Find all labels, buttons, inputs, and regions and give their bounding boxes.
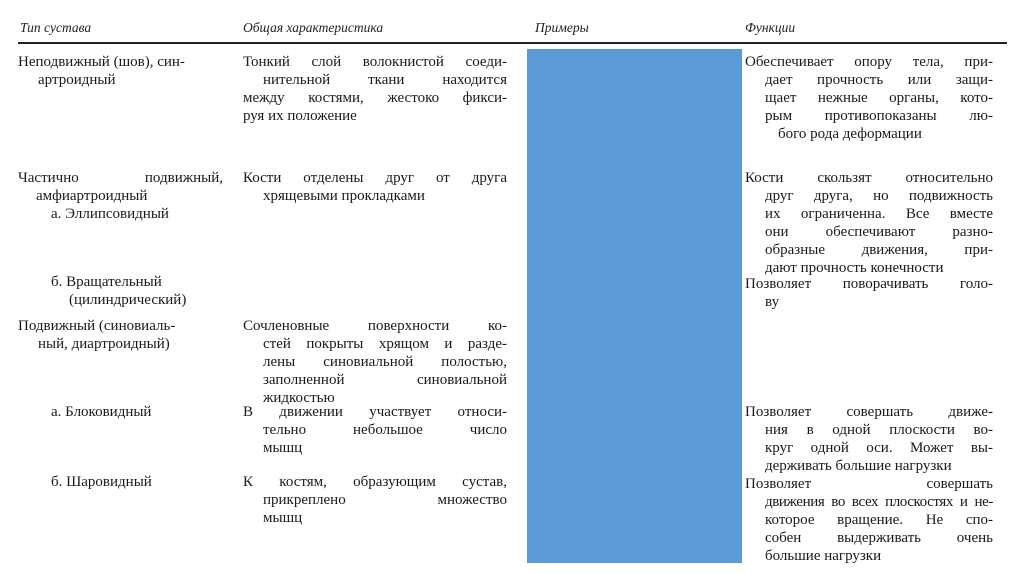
text-line: К костям, образующим сустав,	[243, 474, 507, 490]
text-line: лены синовиальной полостью,	[263, 354, 507, 370]
text-line: щает нежные органы, кото-	[765, 90, 993, 106]
text-line: Сочленовные поверхности ко-	[243, 318, 507, 334]
text-line: Позволяет поворачивать голо-	[745, 276, 993, 292]
text-line: большие нагрузки	[765, 548, 882, 564]
text-line: хрящевыми прокладками	[263, 188, 425, 204]
func-hinge	[745, 403, 993, 475]
desc-hinge	[243, 403, 507, 457]
text-line: ный, диартроидный)	[38, 336, 170, 352]
text-line: держивать большие нагрузки	[765, 458, 952, 474]
text-line: амфиартроидный	[36, 188, 148, 204]
text-line: тельно небольшое число	[263, 422, 507, 438]
text-line: которое вращение. Не спо-	[765, 512, 993, 528]
text-line: (цилиндрический)	[69, 292, 187, 308]
text-line: а. Эллипсовидный	[51, 206, 169, 222]
text-line: Кости скользят относительно	[745, 170, 993, 186]
text-line: б. Шаровидный	[51, 474, 152, 490]
func-partial	[745, 169, 993, 277]
text-line: друг друга, но подвижность	[765, 188, 993, 204]
text-line: образные движения, при-	[765, 242, 993, 258]
text-line: Позволяет совершать	[745, 476, 993, 492]
text-line: дают прочность конечности	[765, 260, 944, 276]
func-fixed	[745, 53, 993, 143]
text-line: прикреплено множество	[263, 492, 507, 508]
text-line: мышц	[263, 510, 303, 526]
text-line: б. Вращательный	[51, 274, 162, 290]
type-fixed	[18, 53, 223, 89]
type-movable	[18, 317, 223, 353]
text-line: стей покрыты хрящом и разде-	[263, 336, 507, 352]
type-ball	[18, 473, 256, 491]
text-line: Обеспечивает опору тела, при-	[745, 54, 993, 70]
text-line: дает прочность или защи-	[765, 72, 993, 88]
header-rule	[18, 42, 1007, 44]
header-functions: Функции	[745, 20, 796, 35]
text-line: ву	[765, 294, 780, 310]
desc-fixed	[243, 53, 507, 125]
text-line: руя их положение	[243, 108, 357, 124]
type-partial	[18, 169, 223, 205]
text-line: Неподвижный (шов), син-	[18, 54, 185, 70]
type-ellipsoid	[18, 205, 256, 223]
text-line: круг одной оси. Может вы-	[765, 440, 993, 456]
desc-partial	[243, 169, 507, 205]
text-line: между костями, жестоко фикси-	[243, 90, 507, 106]
func-ball	[745, 475, 993, 565]
text-line: Подвижный (синовиаль-	[18, 318, 176, 334]
text-line: нительной ткани находится	[263, 72, 507, 88]
text-line: собен выдерживать очень	[765, 530, 993, 546]
text-line: бого рода деформации	[778, 126, 922, 142]
desc-ball	[243, 473, 507, 527]
text-line: движения во всех плоскостях и не-	[765, 494, 993, 510]
text-line: жидкостью	[263, 390, 335, 406]
text-line: а. Блоковидный	[51, 404, 152, 420]
header-examples: Примеры	[535, 20, 589, 35]
examples-cover-block	[527, 49, 742, 563]
text-line: Кости отделены друг от друга	[243, 170, 507, 186]
text-line: они обеспечивают разно-	[765, 224, 993, 240]
text-line: мышц	[263, 440, 303, 456]
text-line: Частично подвижный,	[18, 170, 223, 186]
text-line: Позволяет совершать движе-	[745, 404, 993, 420]
header-description: Общая характеристика	[243, 20, 384, 35]
type-rotational	[18, 273, 256, 309]
desc-movable	[243, 317, 507, 407]
text-line: В движении участвует относи-	[243, 404, 507, 420]
text-line: заполненной синовиальной	[263, 372, 507, 388]
text-line: рым противопоказаны лю-	[765, 108, 993, 124]
text-line: их ограниченна. Все вместе	[765, 206, 993, 222]
type-hinge	[18, 403, 256, 421]
header-type: Тип сустава	[20, 20, 92, 35]
text-line: Тонкий слой волокнистой соеди-	[243, 54, 507, 70]
text-line: ния в одной плоскости во-	[765, 422, 993, 438]
text-line: артроидный	[38, 72, 116, 88]
func-rotational	[745, 275, 993, 311]
